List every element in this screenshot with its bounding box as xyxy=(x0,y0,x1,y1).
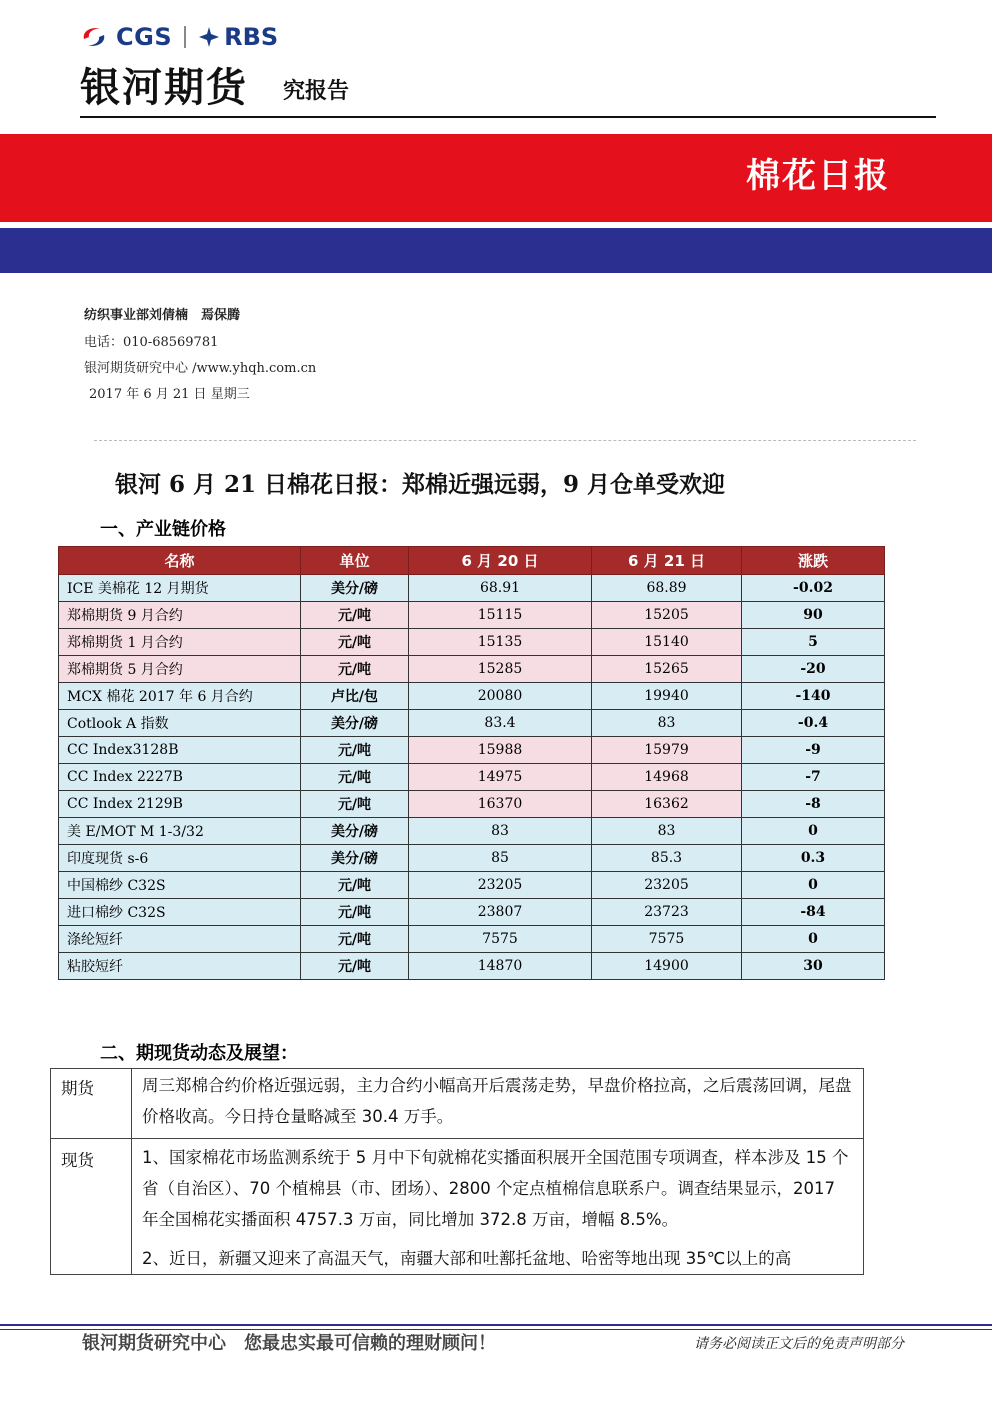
row-change: 0.3 xyxy=(742,845,885,872)
table-row xyxy=(59,818,885,845)
footer-rule-top xyxy=(0,1324,992,1326)
row-jun20: 15135 xyxy=(409,629,592,656)
table-row xyxy=(59,737,885,764)
col-header-jun21: 6 月 21 日 xyxy=(592,547,742,575)
row-unit: 元/吨 xyxy=(301,953,409,980)
footer-slogan: 银河期货研究中心 您最忠实最可信赖的理财顾问！ xyxy=(82,1333,496,1354)
table-row xyxy=(59,710,885,737)
row-jun21: 19940 xyxy=(592,683,742,710)
row-unit: 元/吨 xyxy=(301,791,409,818)
row-jun21: 7575 xyxy=(592,926,742,953)
spot-paragraph-2: 2、近日，新疆又迎来了高温天气，南疆大部和吐鄯托盆地、哈密等地出现 35℃以上的高 xyxy=(142,1249,792,1268)
row-jun20: 85 xyxy=(409,845,592,872)
logo-rbs xyxy=(198,23,278,51)
row-jun20: 23205 xyxy=(409,872,592,899)
logo-rbs-text: RBS xyxy=(224,23,279,51)
table-row xyxy=(59,656,885,683)
row-change: -20 xyxy=(742,656,885,683)
col-header-unit: 单位 xyxy=(301,547,409,575)
row-jun20: 15115 xyxy=(409,602,592,629)
table-row xyxy=(59,764,885,791)
row-name: CC Index 2129B xyxy=(59,791,301,818)
row-unit: 美分/磅 xyxy=(301,575,409,602)
row-unit: 美分/磅 xyxy=(301,710,409,737)
row-name: 郑棉期货 5 月合约 xyxy=(59,656,301,683)
row-jun20: 68.91 xyxy=(409,575,592,602)
table-row xyxy=(59,845,885,872)
row-jun21: 68.89 xyxy=(592,575,742,602)
row-name: 进口棉纱 C32S xyxy=(59,899,301,926)
table-row xyxy=(59,683,885,710)
spot-label: 现货 xyxy=(51,1139,132,1275)
row-change: 30 xyxy=(742,953,885,980)
logo xyxy=(80,22,278,52)
cgs-swirl-icon xyxy=(80,25,108,49)
dashed-divider xyxy=(94,440,916,441)
row-change: -0.02 xyxy=(742,575,885,602)
row-jun20: 83 xyxy=(409,818,592,845)
row-unit: 美分/磅 xyxy=(301,845,409,872)
price-table-header xyxy=(59,547,885,575)
row-name: 郑棉期货 9 月合约 xyxy=(59,602,301,629)
row-jun20: 7575 xyxy=(409,926,592,953)
row-name: CC Index3128B xyxy=(59,737,301,764)
row-jun21: 23205 xyxy=(592,872,742,899)
row-jun20: 15988 xyxy=(409,737,592,764)
table-row xyxy=(59,602,885,629)
row-jun20: 23807 xyxy=(409,899,592,926)
row-change: -8 xyxy=(742,791,885,818)
futures-label: 期货 xyxy=(51,1069,132,1139)
row-name: MCX 棉花 2017 年 6 月合约 xyxy=(59,683,301,710)
row-name: 中国棉纱 C32S xyxy=(59,872,301,899)
author-line: 纺织事业部刘倩楠 焉保腾 xyxy=(84,308,241,323)
row-name: 粘胶短纤 xyxy=(59,953,301,980)
row-jun21: 15265 xyxy=(592,656,742,683)
row-unit: 美分/磅 xyxy=(301,818,409,845)
table-row xyxy=(59,791,885,818)
row-name: 郑棉期货 1 月合约 xyxy=(59,629,301,656)
phone-line: 电话：010-68569781 xyxy=(84,335,219,350)
outlook-table xyxy=(50,1068,864,1275)
row-change: -0.4 xyxy=(742,710,885,737)
table-row xyxy=(59,899,885,926)
row-jun21: 15979 xyxy=(592,737,742,764)
table-row xyxy=(59,872,885,899)
website-line: 银河期货研究中心 /www.yhqh.com.cn xyxy=(84,361,317,376)
price-table xyxy=(58,546,885,980)
row-unit: 元/吨 xyxy=(301,737,409,764)
futures-text xyxy=(132,1069,864,1139)
futures-paragraph: 周三郑棉合约价格近强远弱，主力合约小幅高开后震荡走势，早盘价格拉高，之后震荡回调，尾盘价格收高。今日持仓量略减至 30.4 万手。 xyxy=(142,1076,852,1126)
blue-banner xyxy=(0,228,992,273)
col-header-change: 涨跌 xyxy=(742,547,885,575)
row-change: 5 xyxy=(742,629,885,656)
spot-text xyxy=(132,1139,864,1275)
row-unit: 元/吨 xyxy=(301,764,409,791)
row-jun20: 14975 xyxy=(409,764,592,791)
futures-row xyxy=(51,1069,864,1139)
spot-row xyxy=(51,1139,864,1275)
table-row xyxy=(59,575,885,602)
row-change: -84 xyxy=(742,899,885,926)
report-title: 棉花日报 xyxy=(746,156,890,196)
logo-cgs-text: CGS xyxy=(116,23,173,51)
brand-subtitle: 究报告 xyxy=(283,79,350,104)
row-jun20: 16370 xyxy=(409,791,592,818)
row-unit: 元/吨 xyxy=(301,926,409,953)
row-unit: 元/吨 xyxy=(301,629,409,656)
row-name: ICE 美棉花 12 月期货 xyxy=(59,575,301,602)
col-header-name: 名称 xyxy=(59,547,301,575)
row-unit: 元/吨 xyxy=(301,602,409,629)
row-unit: 卢比/包 xyxy=(301,683,409,710)
table-row xyxy=(59,629,885,656)
section-title-prices: 一、产业链价格 xyxy=(100,519,226,540)
table-row xyxy=(59,953,885,980)
row-jun21: 83 xyxy=(592,710,742,737)
row-jun21: 85.3 xyxy=(592,845,742,872)
row-unit: 元/吨 xyxy=(301,656,409,683)
row-jun21: 16362 xyxy=(592,791,742,818)
brand-name: 银河期货 xyxy=(80,65,248,111)
row-jun20: 20080 xyxy=(409,683,592,710)
row-name: 涤纶短纤 xyxy=(59,926,301,953)
row-jun21: 83 xyxy=(592,818,742,845)
row-change: 0 xyxy=(742,872,885,899)
row-change: -7 xyxy=(742,764,885,791)
table-row xyxy=(59,926,885,953)
date-line: 2017 年 6 月 21 日 星期三 xyxy=(89,387,250,402)
row-change: -9 xyxy=(742,737,885,764)
row-jun21: 14968 xyxy=(592,764,742,791)
row-change: 0 xyxy=(742,818,885,845)
row-change: 90 xyxy=(742,602,885,629)
row-jun20: 14870 xyxy=(409,953,592,980)
logo-separator xyxy=(184,26,186,48)
rbs-cross-icon xyxy=(198,26,220,48)
spot-paragraph-1: 1、国家棉花市场监测系统于 5 月中下旬就棉花实播面积展开全国范围专项调查，样本涉及 15 个省（自治区）、70 个植棉县（市、团场）、2800 个定点植棉信息联系户。调查结果显示，2017 年全国棉花实播面积 4757.3 万亩，同比增加 372.8 万亩，增幅 8.5%。 xyxy=(142,1148,849,1229)
header-rule xyxy=(80,116,936,118)
row-jun20: 83.4 xyxy=(409,710,592,737)
row-jun21: 14900 xyxy=(592,953,742,980)
row-name: 印度现货 s-6 xyxy=(59,845,301,872)
row-name: Cotlook A 指数 xyxy=(59,710,301,737)
row-jun21: 23723 xyxy=(592,899,742,926)
section-title-outlook: 二、期现货动态及展望： xyxy=(100,1043,298,1064)
row-name: CC Index 2227B xyxy=(59,764,301,791)
row-jun20: 15285 xyxy=(409,656,592,683)
row-unit: 元/吨 xyxy=(301,899,409,926)
main-title: 银河 6 月 21 日棉花日报：郑棉近强远弱，9 月仓单受欢迎 xyxy=(115,471,726,498)
row-change: 0 xyxy=(742,926,885,953)
row-jun21: 15140 xyxy=(592,629,742,656)
footer-disclaimer: 请务必阅读正文后的免责声明部分 xyxy=(694,1336,904,1352)
row-change: -140 xyxy=(742,683,885,710)
row-name: 美 E/MOT M 1-3/32 xyxy=(59,818,301,845)
row-unit: 元/吨 xyxy=(301,872,409,899)
row-jun21: 15205 xyxy=(592,602,742,629)
col-header-jun20: 6 月 20 日 xyxy=(409,547,592,575)
